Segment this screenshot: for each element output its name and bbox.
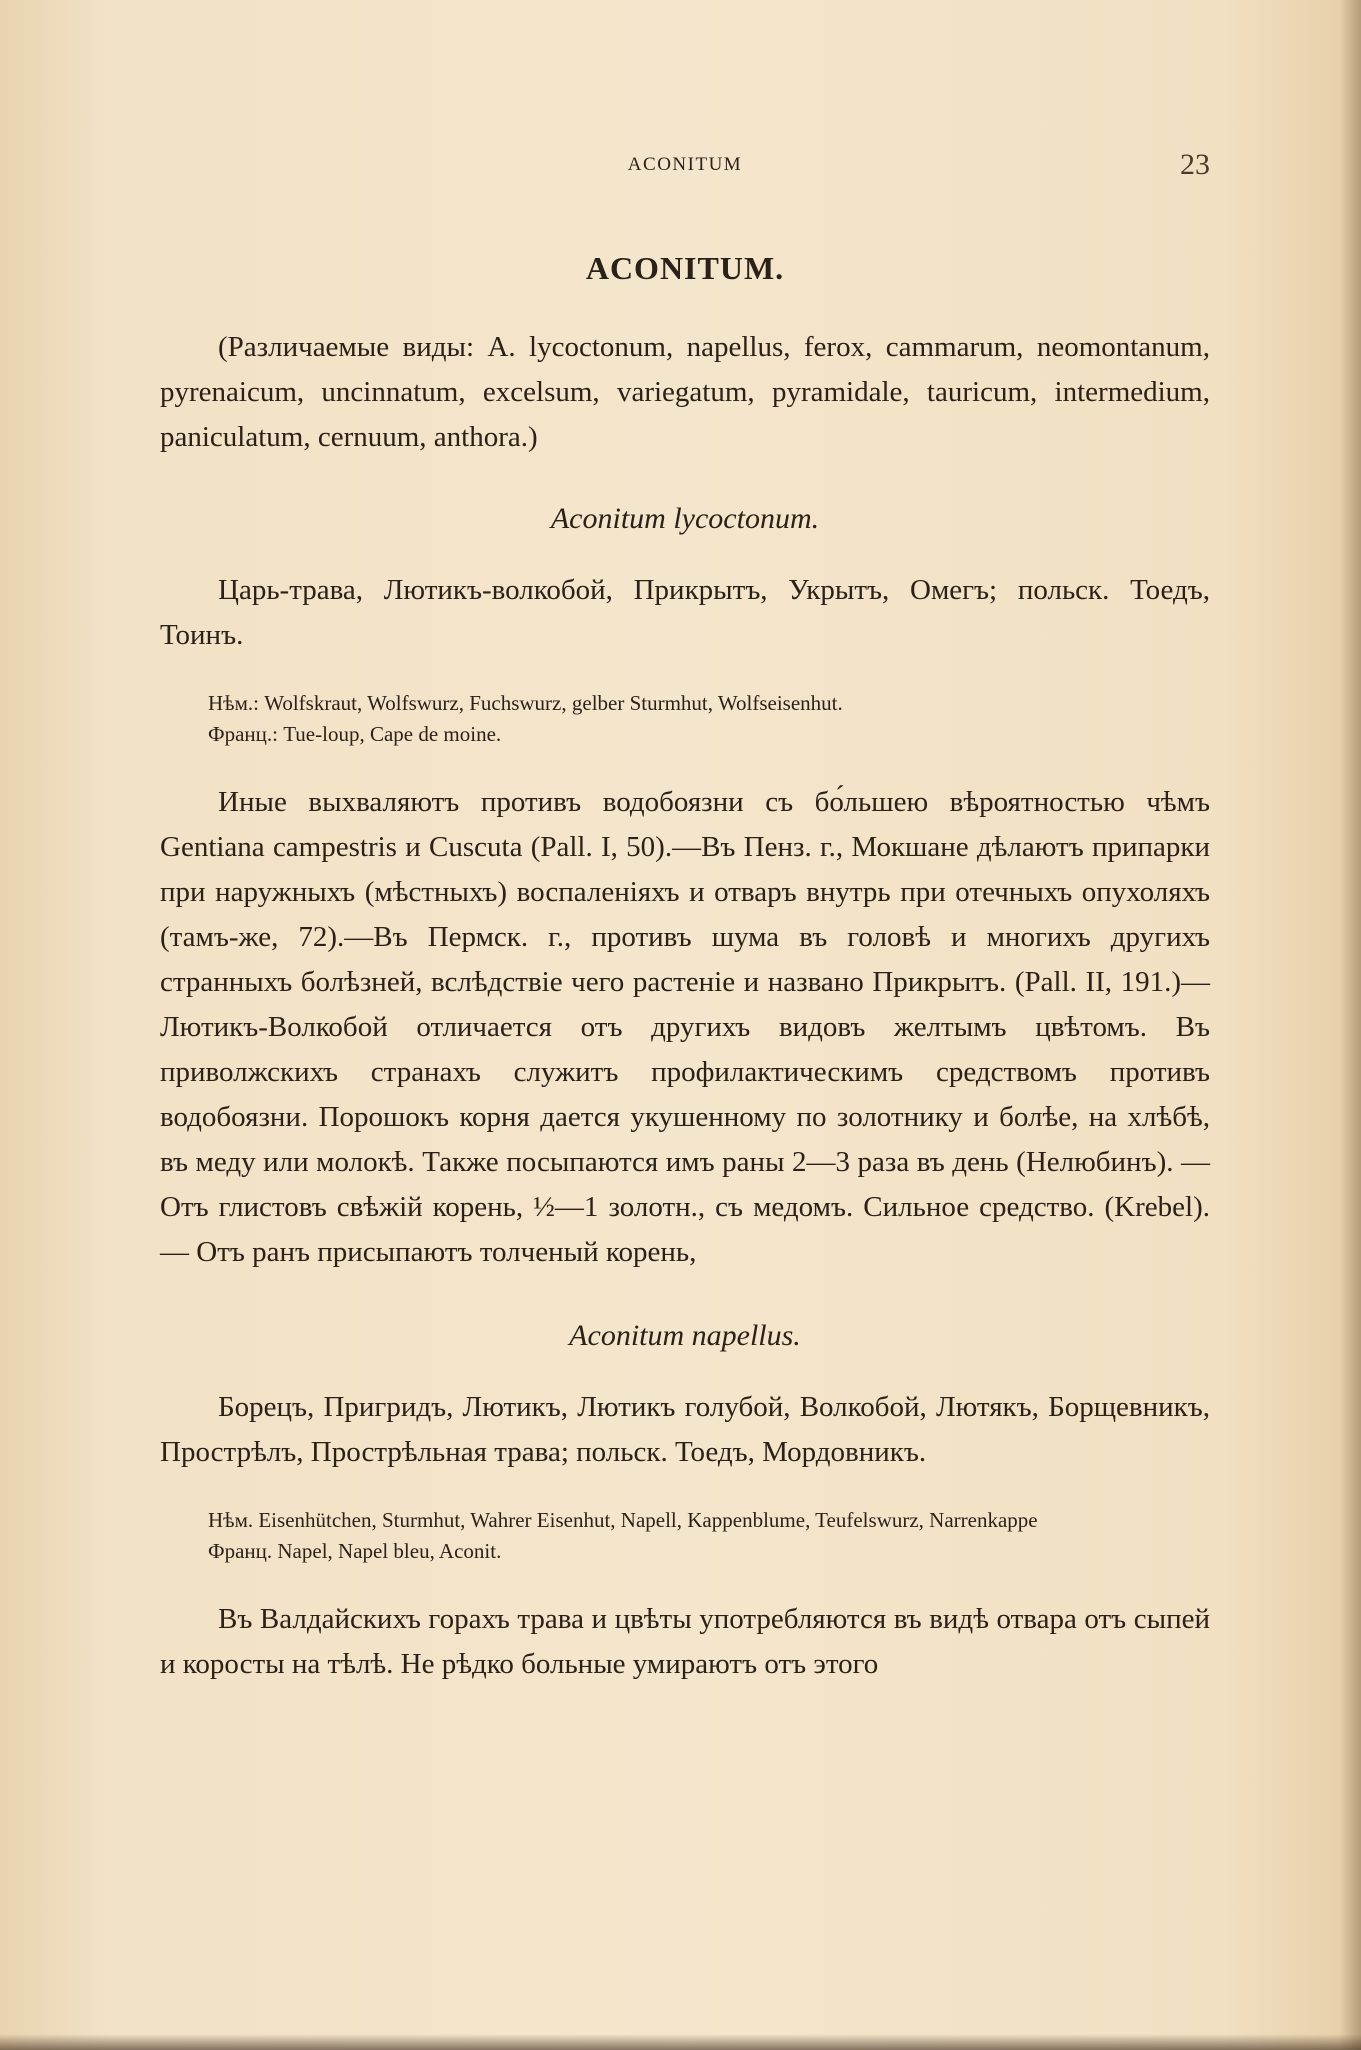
page-bottom-shadow [0,2034,1361,2050]
species-list: (Различаемые виды: A. lycoctonum, napellus, ferox, cammarum, neomontanum, pyrenaicum, uncinnatum, excelsum, variegatum, pyramidale, tauricum, intermedium, paniculatum, cernuum, anthora.) [160,331,1210,453]
species-description: Въ Валдайскихъ горахъ трава и цвѣты употребляются въ видѣ отвара отъ сыпей и коросты на тѣлѣ. Не рѣдко больные умираютъ отъ этого [160,1603,1210,1680]
species-section-lycoctonum [160,502,1210,1275]
french-names: Франц.: Tue-loup, Cape de moine. [208,722,502,746]
vernacular-names: Царь-трава, Лютикъ-волкобой, Прикрытъ, Укрытъ, Омегъ; польск. Тоедъ, Тоинъ. [160,574,1210,651]
page-number: 23 [1180,148,1210,181]
section-title: ACONITUM. [585,250,785,286]
german-names: Нѣм. Eisenhütchen, Sturmhut, Wahrer Eisenhut, Napell, Kappenblume, Teufelswurz, Narrenkappe [208,1508,1038,1532]
vernacular-names: Борецъ, Пригридъ, Лютикъ, Лютикъ голубой, Волкобой, Лютякъ, Борщевникъ, Прострѣлъ, Прострѣльная трава; польск. Тоедъ, Мордовникъ. [160,1391,1210,1468]
french-names: Франц. Napel, Napel bleu, Aconit. [208,1539,502,1563]
foreign-names [208,688,1210,750]
species-heading: Aconitum napellus. [569,1319,801,1352]
species-description: Иные выхваляютъ противъ водобоязни съ бо́льшею вѣроятностью чѣмъ Gentiana campestris и Cuscuta (Pall. I, 50).—Въ Пенз. г., Мокшане дѣлаютъ припарки при наружныхъ (мѣстныхъ) воспаленіяхъ и отваръ внутрь при отечныхъ опухоляхъ (тамъ-же, 72).—Въ Пермск. г., противъ шума въ головѣ и многихъ другихъ странныхъ болѣзней, вслѣдствіе чего растеніе и названо Прикрытъ. (Pall. II, 191.)—Лютикъ-Волкобой отличается отъ другихъ видовъ желтымъ цвѣтомъ. Въ приволжскихъ странахъ служитъ профилактическимъ средствомъ противъ водобоязни. Порошокъ корня дается укушенному по золотнику и болѣе, на хлѣбѣ, въ меду или молокѣ. Также посыпаются имъ раны 2—3 раза въ день (Нелюбинъ). — Отъ глистовъ свѣжій корень, ½—1 золотн., съ медомъ. Сильное средство. (Krebel). — Отъ ранъ присыпаютъ толченый корень, [160,786,1210,1268]
species-heading: Aconitum lycoctonum. [550,502,820,535]
running-head: ACONITUM [627,154,743,175]
foreign-names [208,1505,1210,1567]
page-body [160,250,1210,1687]
species-section-napellus [160,1319,1210,1687]
page-header [160,148,1210,188]
german-names: Нѣм.: Wolfskraut, Wolfswurz, Fuchswurz, gelber Sturmhut, Wolfseisenhut. [208,691,843,715]
page-edge-shadow [1339,0,1361,2050]
